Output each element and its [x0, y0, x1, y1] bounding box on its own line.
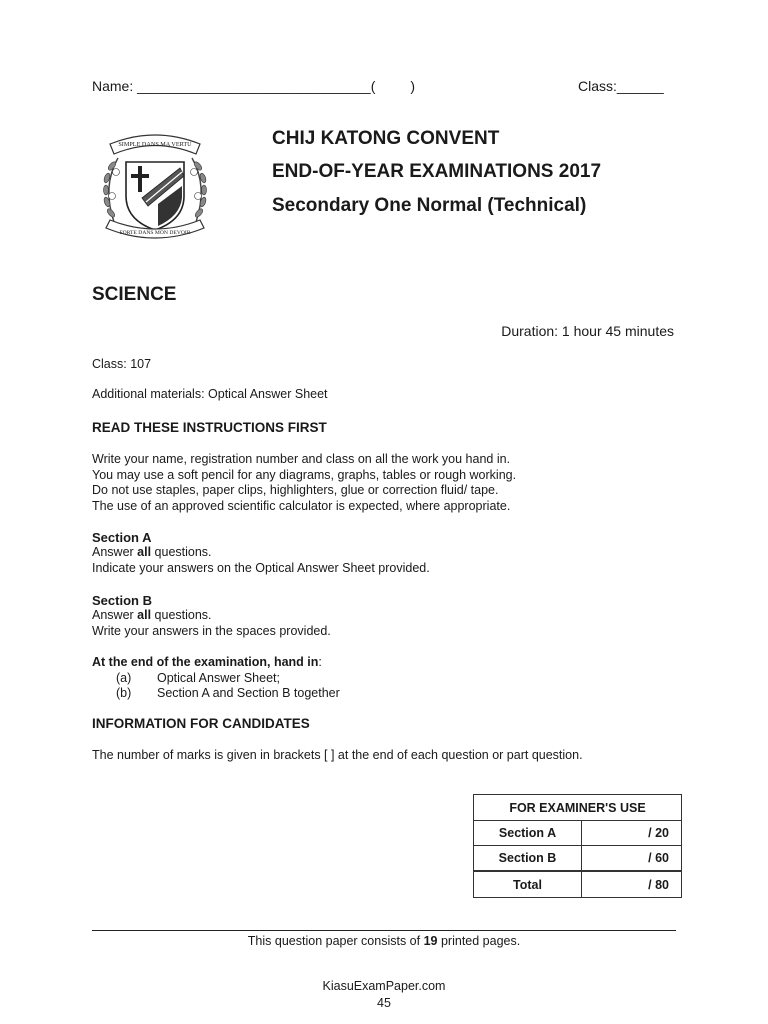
section-a-answer-line	[92, 545, 430, 561]
subject-title: SCIENCE	[92, 284, 177, 305]
examiner-table-title: FOR EXAMINER'S USE	[474, 795, 682, 821]
answer-suffix: questions.	[151, 545, 212, 559]
answer-suffix: questions.	[151, 608, 212, 622]
info-text: The number of marks is given in brackets [ ] at the end of each question or part question.	[92, 748, 583, 762]
info-heading: INFORMATION FOR CANDIDATES	[92, 716, 310, 731]
hand-in-item	[92, 686, 340, 702]
answer-bold: all	[137, 608, 152, 622]
hand-in-item	[92, 671, 340, 687]
hand-in-heading-text: At the end of the examination, hand in	[92, 655, 319, 669]
examiner-row-label: Section A	[474, 821, 582, 846]
instruction-line: Write your name, registration number and class on all the work you hand in.	[92, 452, 511, 466]
table-row	[474, 821, 682, 846]
school-crest-icon	[96, 124, 214, 248]
hand-in-item-text: Section A and Section B together	[157, 686, 340, 700]
examiner-row-mark: / 60	[582, 846, 682, 872]
examiner-table	[473, 794, 682, 898]
section-b-line2: Write your answers in the spaces provided.	[92, 623, 331, 638]
section-a-heading: Section A	[92, 530, 152, 545]
hand-in-item-text: Optical Answer Sheet;	[157, 670, 280, 685]
instructions-heading: READ THESE INSTRUCTIONS FIRST	[92, 420, 327, 435]
level-title: Secondary One Normal (Technical)	[272, 195, 587, 216]
hand-in-block	[92, 655, 340, 702]
instruction-line: You may use a soft pencil for any diagrams, graphs, tables or rough working.	[92, 467, 517, 482]
site-name: KiasuExamPaper.com	[322, 979, 446, 993]
pages-suffix: printed pages.	[437, 934, 521, 948]
hand-in-item-label: (b)	[116, 686, 132, 700]
name-field-line: Name: ______________________________( )	[92, 78, 416, 94]
section-a-text	[92, 545, 430, 576]
answer-prefix: Answer	[92, 608, 138, 622]
footer-divider	[92, 930, 676, 931]
materials-info: Additional materials: Optical Answer Sheet	[92, 387, 328, 401]
pages-count: 19	[423, 934, 438, 948]
answer-bold: all	[137, 545, 152, 559]
instruction-line: The use of an approved scientific calculator is expected, where appropriate.	[92, 498, 511, 513]
duration-text: Duration: 1 hour 45 minutes	[501, 323, 674, 339]
page-number: 45	[377, 996, 391, 1010]
crest-motto-top: SIMPLE DANS MA VERTU	[118, 141, 192, 148]
hand-in-item-label: (a)	[116, 670, 132, 685]
instruction-line: Do not use staples, paper clips, highlighters, glue or correction fluid/ tape.	[92, 483, 499, 497]
hand-in-colon: :	[318, 655, 322, 669]
examiner-row-label: Section B	[474, 846, 582, 872]
examiner-row-mark: / 80	[582, 871, 682, 898]
examiner-row-label: Total	[474, 871, 582, 898]
exam-title: END-OF-YEAR EXAMINATIONS 2017	[272, 161, 602, 182]
crest-motto-bottom: FORTE DANS MON DEVOIR	[119, 230, 191, 236]
class-info: Class: 107	[92, 357, 152, 371]
pages-prefix: This question paper consists of	[247, 934, 424, 948]
table-row	[474, 846, 682, 872]
table-row	[474, 871, 682, 898]
section-b-text	[92, 608, 331, 639]
hand-in-heading	[92, 655, 340, 671]
school-name: CHIJ KATONG CONVENT	[272, 128, 500, 149]
section-b-answer-line	[92, 608, 331, 624]
pages-note	[0, 934, 768, 948]
class-field-line: Class:______	[578, 78, 664, 94]
section-b-heading: Section B	[92, 593, 152, 608]
instructions-list	[92, 452, 516, 514]
examiner-row-mark: / 20	[582, 821, 682, 846]
section-a-line2: Indicate your answers on the Optical Answer Sheet provided.	[92, 560, 430, 575]
answer-prefix: Answer	[92, 545, 138, 559]
